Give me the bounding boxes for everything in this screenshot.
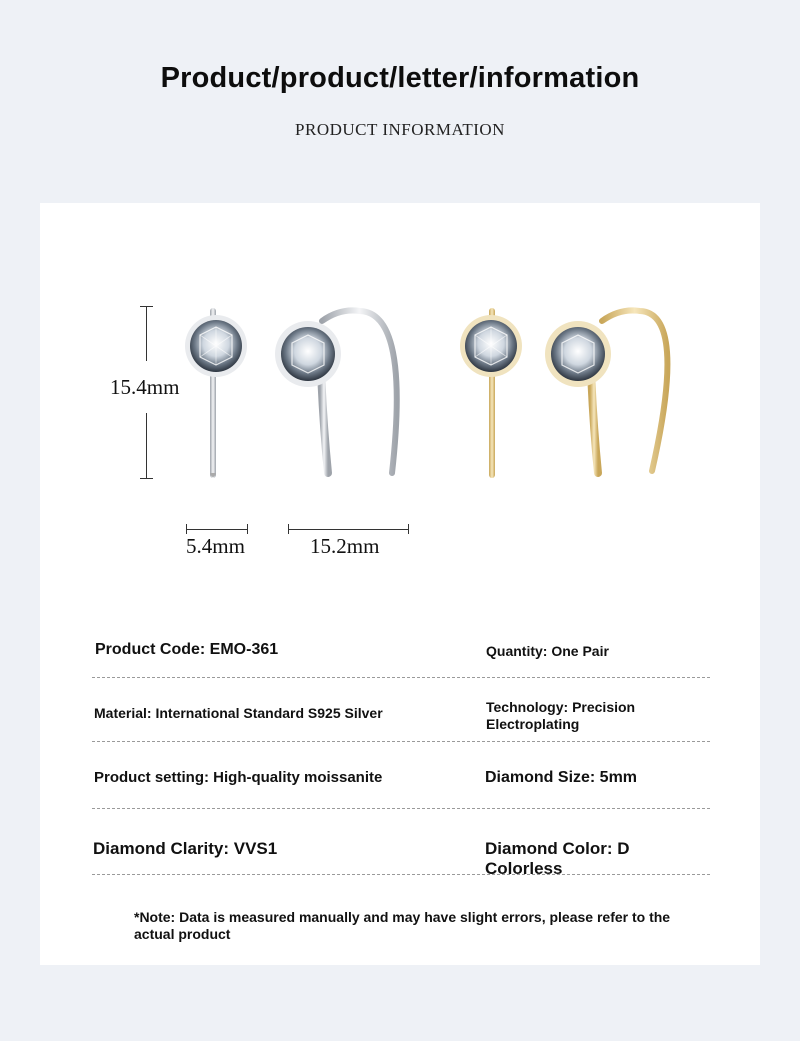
product-info-card [40, 203, 760, 965]
spec-row [92, 808, 710, 878]
diamond-clarity: Diamond Clarity: VVS1 [93, 839, 278, 858]
gold-earring-side-view [545, 310, 667, 473]
measurement-note: *Note: Data is measured manually and may have slight errors, please refer to the actual product [134, 909, 671, 942]
diamond-size: Diamond Size: 5mm [485, 769, 638, 786]
silver-earring-front-view [185, 308, 247, 478]
earrings-illustration [40, 203, 760, 513]
page-subtitle: PRODUCT INFORMATION [295, 120, 505, 139]
diamond-color: Diamond Color: D Colorless [485, 839, 630, 878]
silver-earring-side-view [275, 310, 397, 473]
hook-width-right-tick [408, 524, 409, 534]
stud-width-dimension: 5.4mm [186, 534, 245, 558]
hook-width-line [288, 529, 408, 530]
material: Material: International Standard S925 Silver [94, 705, 383, 721]
product-setting: Product setting: High-quality moissanite [94, 769, 383, 786]
page-title: Product/product/letter/information [160, 62, 640, 94]
spec-row [92, 627, 710, 678]
stud-width-right-tick [247, 524, 248, 534]
quantity: Quantity: One Pair [486, 643, 609, 659]
gold-earring-front-view [460, 308, 522, 478]
stud-width-line [186, 529, 247, 530]
technology: Technology: Precision Electroplating [486, 699, 636, 732]
spec-row [92, 741, 710, 809]
spec-row [92, 677, 710, 742]
product-code: Product Code: EMO-361 [95, 641, 279, 658]
height-dimension: 15.4mm [110, 375, 180, 399]
hook-width-dimension: 15.2mm [310, 534, 380, 558]
